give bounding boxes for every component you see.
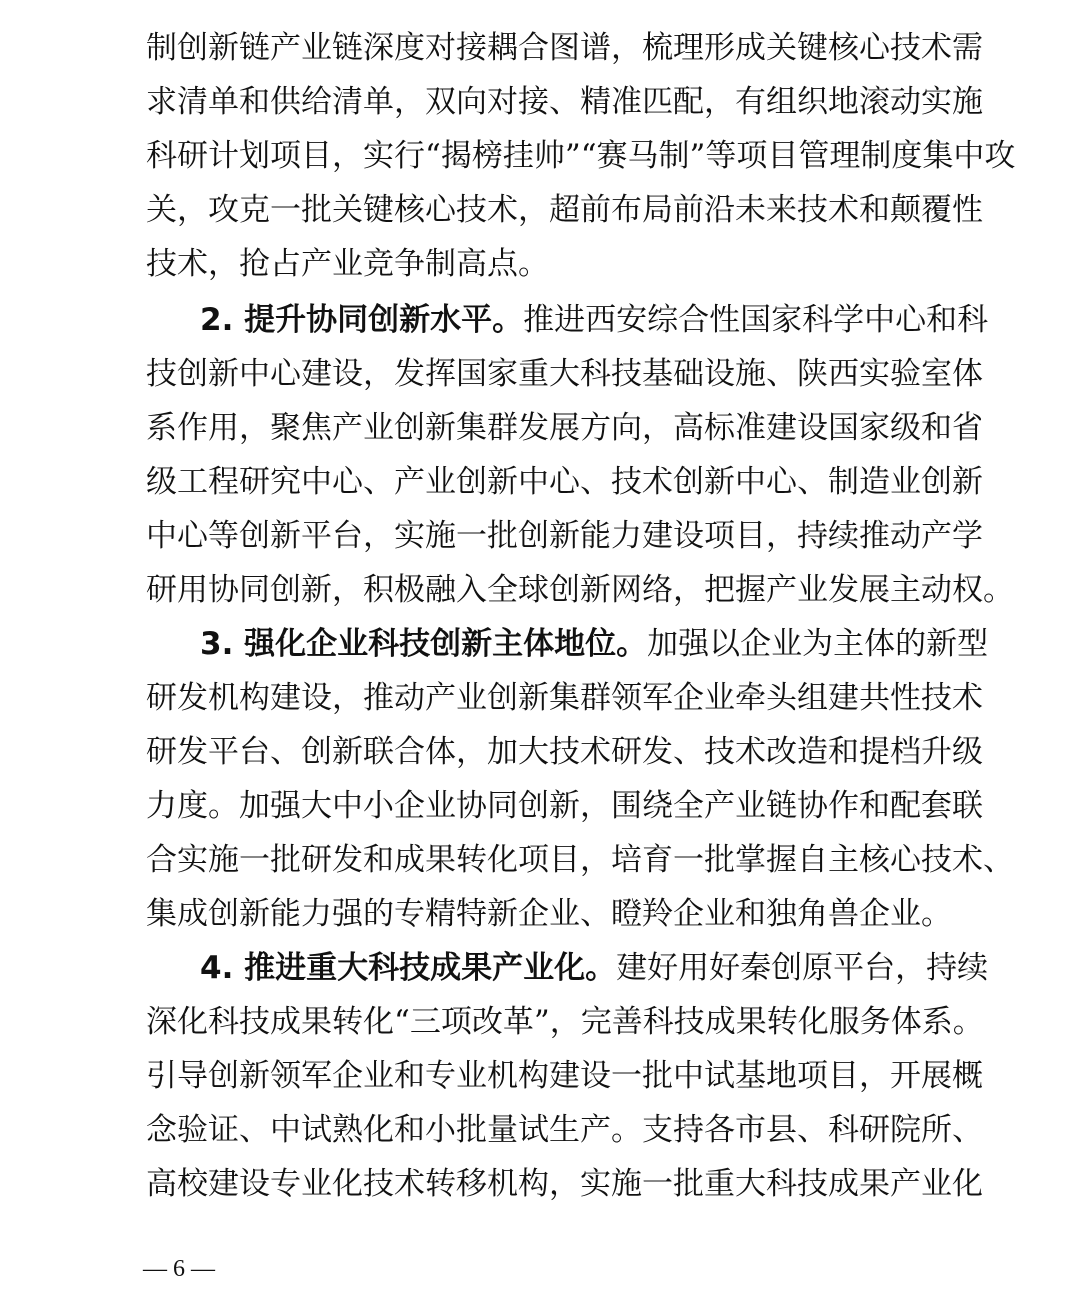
- page-number: — 6 —: [143, 1256, 215, 1282]
- body-text-line: 研发平台、创新联合体，加大技术研发、技术改造和提档升级: [146, 734, 983, 770]
- section-heading: 4. 推进重大科技成果产业化。: [200, 950, 617, 986]
- body-text-line: 科研计划项目，实行“揭榜挂帅”“赛马制”等项目管理制度集中攻: [146, 138, 1016, 174]
- body-text-line: 求清单和供给清单，双向对接、精准匹配，有组织地滚动实施: [146, 84, 983, 120]
- section-first-line: [200, 948, 989, 988]
- body-text-line: 关，攻克一批关键核心技术，超前布局前沿未来技术和颠覆性: [146, 192, 983, 228]
- body-text-line: 中心等创新平台，实施一批创新能力建设项目，持续推动产学: [146, 518, 983, 554]
- body-text-line: 级工程研究中心、产业创新中心、技术创新中心、制造业创新: [146, 464, 983, 500]
- body-text: 加强以企业为主体的新型: [647, 626, 989, 662]
- body-text-line: 技术，抢占产业竞争制高点。: [146, 246, 549, 282]
- body-text-line: 合实施一批研发和成果转化项目，培育一批掌握自主核心技术、: [146, 842, 1014, 878]
- body-text: 推进西安综合性国家科学中心和科: [523, 302, 989, 338]
- section-first-line: [200, 300, 989, 340]
- body-text-line: 引导创新领军企业和专业机构建设一批中试基地项目，开展概: [146, 1058, 983, 1094]
- body-text-line: 系作用，聚焦产业创新集群发展方向，高标准建设国家级和省: [146, 410, 983, 446]
- body-text-line: 力度。加强大中小企业协同创新，围绕全产业链协作和配套联: [146, 788, 983, 824]
- body-text-line: 研用协同创新，积极融入全球创新网络，把握产业发展主动权。: [146, 572, 1014, 608]
- body-text-line: 集成创新能力强的专精特新企业、瞪羚企业和独角兽企业。: [146, 896, 952, 932]
- body-text-line: 深化科技成果转化“三项改革”，完善科技成果转化服务体系。: [146, 1004, 984, 1040]
- body-text-line: 技创新中心建设，发挥国家重大科技基础设施、陕西实验室体: [146, 356, 983, 392]
- section-heading: 2. 提升协同创新水平。: [200, 302, 524, 338]
- section-heading: 3. 强化企业科技创新主体地位。: [200, 626, 648, 662]
- body-text-line: 制创新链产业链深度对接耦合图谱，梳理形成关键核心技术需: [146, 30, 983, 66]
- body-text-line: 研发机构建设，推动产业创新集群领军企业牵头组建共性技术: [146, 680, 983, 716]
- body-text-line: 高校建设专业化技术转移机构，实施一批重大科技成果产业化: [146, 1166, 983, 1202]
- body-text: 建好用好秦创原平台，持续: [616, 950, 989, 986]
- body-text-line: 念验证、中试熟化和小批量试生产。支持各市县、科研院所、: [146, 1112, 983, 1148]
- section-first-line: [200, 624, 989, 664]
